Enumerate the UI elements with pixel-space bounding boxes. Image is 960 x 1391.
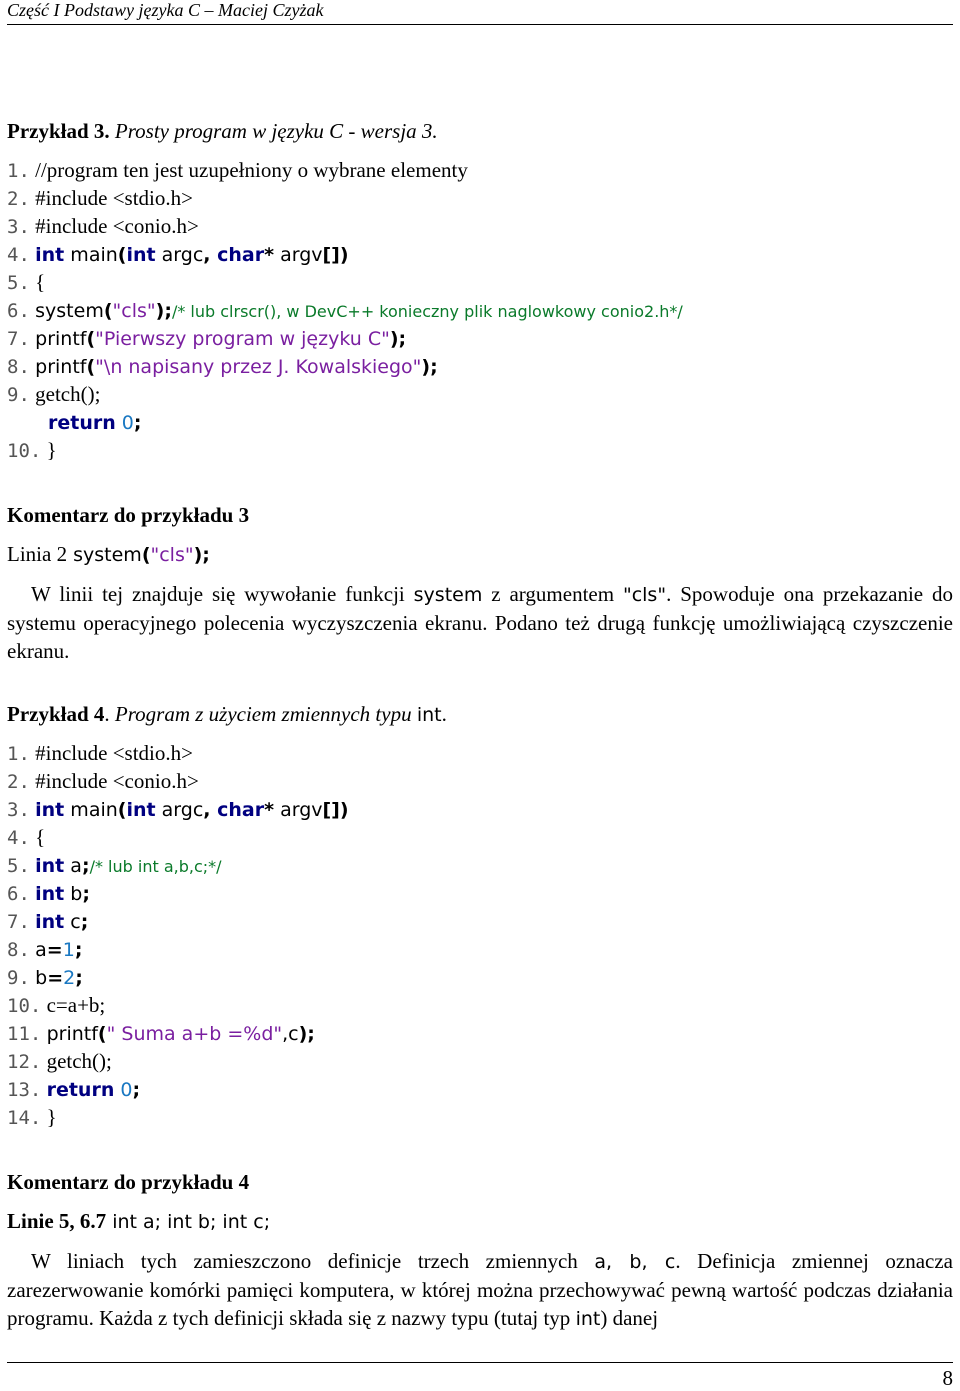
line-number: 14. bbox=[7, 1107, 42, 1129]
punct: = bbox=[47, 967, 64, 989]
line-number: 2. bbox=[7, 771, 30, 793]
code-comment: /* lub clrscr(), w DevC++ konieczny plik naglowkowy conio2.h*/ bbox=[171, 302, 683, 321]
code-text: #include <stdio.h> bbox=[35, 741, 193, 765]
code-line bbox=[7, 380, 100, 408]
commentary3-paragraph bbox=[7, 580, 953, 665]
punct: ( bbox=[97, 1023, 107, 1045]
number-literal: 1 bbox=[62, 939, 75, 961]
example4-title-end: . bbox=[441, 702, 447, 726]
code-text: getch(); bbox=[46, 1049, 112, 1073]
example4-heading bbox=[7, 700, 447, 728]
punct: ); bbox=[193, 544, 210, 566]
code-text: { bbox=[35, 270, 46, 294]
punct: ); bbox=[298, 1023, 315, 1045]
identifier: argv bbox=[274, 799, 323, 821]
inline-code: system bbox=[413, 584, 483, 606]
punct: ); bbox=[421, 356, 438, 378]
identifier: main bbox=[64, 799, 118, 821]
commentary3-line-ref bbox=[7, 540, 210, 568]
punct: ; bbox=[82, 883, 90, 905]
keyword: char bbox=[217, 799, 265, 821]
punct: ; bbox=[80, 911, 89, 933]
code-text: c=a+b; bbox=[46, 993, 106, 1017]
identifier: system bbox=[35, 300, 104, 322]
string-literal: "\n napisany przez J. Kowalskiego" bbox=[95, 356, 422, 378]
identifier: main bbox=[64, 244, 118, 266]
code-line bbox=[7, 268, 45, 296]
para-text: W linii tej znajduje się wywołanie funkcji bbox=[31, 582, 414, 606]
punct: ( bbox=[103, 300, 113, 322]
header-title: Część I Podstawy języka C – Maciej Czyżak bbox=[7, 0, 324, 20]
keyword: int bbox=[35, 855, 65, 877]
identifier: printf bbox=[46, 1023, 98, 1045]
code-line bbox=[7, 907, 88, 935]
identifier: b bbox=[35, 967, 48, 989]
code-line bbox=[7, 823, 45, 851]
punct: ( bbox=[86, 328, 96, 350]
number-literal: 2 bbox=[63, 967, 76, 989]
punct: * bbox=[264, 244, 275, 266]
punct: ( bbox=[86, 356, 96, 378]
punct: ; bbox=[81, 855, 90, 877]
code-line bbox=[7, 240, 349, 268]
identifier: a bbox=[64, 855, 82, 877]
code-text: } bbox=[46, 438, 57, 462]
code-text: #include <stdio.h> bbox=[35, 186, 193, 210]
code-line bbox=[7, 1075, 140, 1103]
keyword: return bbox=[48, 412, 116, 434]
example4-title-code: int bbox=[416, 704, 442, 726]
code-text: { bbox=[35, 825, 46, 849]
identifier: printf bbox=[35, 356, 87, 378]
code-text: getch(); bbox=[35, 382, 101, 406]
line-number: 13. bbox=[7, 1079, 42, 1101]
line-number: 7. bbox=[7, 328, 30, 350]
line-number: 6. bbox=[7, 300, 30, 322]
page-number: 8 bbox=[942, 1366, 953, 1390]
code-text: #include <conio.h> bbox=[35, 769, 199, 793]
code-line bbox=[7, 1019, 315, 1047]
string-literal: " Suma a+b =%d" bbox=[106, 1023, 283, 1045]
commentary4-paragraph bbox=[7, 1247, 953, 1333]
keyword: return bbox=[46, 1079, 115, 1101]
example3-title: Prosty program w języku C - wersja 3. bbox=[114, 119, 438, 143]
footer-rule bbox=[7, 1362, 953, 1363]
line-number: 7. bbox=[7, 911, 30, 933]
code-line bbox=[7, 296, 683, 324]
line-number: 9. bbox=[7, 384, 30, 406]
keyword: int bbox=[126, 799, 156, 821]
keyword: int bbox=[35, 244, 65, 266]
line-ref-label: Linia 2 bbox=[7, 542, 68, 566]
line-number: 12. bbox=[7, 1051, 42, 1073]
code-line bbox=[7, 1047, 112, 1075]
example3-label: Przykład 3. bbox=[7, 119, 110, 143]
commentary4-heading: Komentarz do przykładu 4 bbox=[7, 1170, 250, 1194]
punct: = bbox=[46, 939, 63, 961]
identifier: argc bbox=[155, 799, 204, 821]
line-number: 2. bbox=[7, 188, 30, 210]
para-text: ) danej bbox=[600, 1306, 659, 1330]
line-number: 4. bbox=[7, 827, 30, 849]
identifier: b bbox=[64, 883, 83, 905]
keyword: char bbox=[217, 244, 265, 266]
line-number: 3. bbox=[7, 216, 30, 238]
code-text: //program ten jest uzupełniony o wybrane elementy bbox=[35, 158, 468, 182]
code-line bbox=[7, 212, 199, 240]
code-line bbox=[7, 1103, 57, 1131]
punct: ( bbox=[117, 244, 127, 266]
example4-dot: . bbox=[104, 702, 110, 726]
code-line bbox=[48, 408, 142, 436]
punct: []) bbox=[322, 244, 349, 266]
inline-code: int a; int b; int c; bbox=[106, 1211, 271, 1233]
punct: ); bbox=[155, 300, 172, 322]
code-comment: /* lub int a,b,c;*/ bbox=[89, 857, 222, 876]
code-line bbox=[7, 436, 57, 464]
code-line bbox=[7, 352, 438, 380]
punct: []) bbox=[322, 799, 349, 821]
code-text: } bbox=[46, 1105, 57, 1129]
code-line bbox=[7, 184, 193, 212]
line-number: 4. bbox=[7, 244, 30, 266]
keyword: int bbox=[35, 799, 65, 821]
number-literal: 0 bbox=[114, 1079, 133, 1101]
para-text: z argumentem bbox=[482, 582, 623, 606]
para-text: W liniach tych zamieszczono definicje trzech zmiennych bbox=[31, 1249, 595, 1273]
code-line bbox=[7, 991, 105, 1019]
code-line bbox=[7, 879, 90, 907]
punct: ); bbox=[389, 328, 407, 350]
keyword: int bbox=[35, 911, 65, 933]
punct: ( bbox=[117, 799, 127, 821]
line-number: 5. bbox=[7, 855, 30, 877]
para-text: . Definicja zmiennej oznacza zarezerwowanie komórki pamięci komputera, w której można przechowywać pewną wartość podczas działania programu. Każda z tych definicji składa się z nazwy typu (tutaj typ bbox=[7, 1249, 953, 1330]
line-number: 8. bbox=[7, 356, 30, 378]
line-number: 9. bbox=[7, 967, 30, 989]
commentary4-line-ref bbox=[7, 1207, 270, 1235]
code-text: #include <conio.h> bbox=[35, 214, 199, 238]
line-number: 6. bbox=[7, 883, 30, 905]
punct: ; bbox=[75, 967, 83, 989]
page-header bbox=[7, 0, 953, 25]
identifier: argc bbox=[155, 244, 204, 266]
punct: ; bbox=[132, 1079, 141, 1101]
example4-label: Przykład 4 bbox=[7, 702, 105, 726]
string-literal: "Pierwszy program w języku C" bbox=[95, 328, 390, 350]
code-line bbox=[7, 851, 222, 879]
identifier: a bbox=[35, 939, 47, 961]
example4-title: Program z użyciem zmiennych typu bbox=[109, 702, 417, 726]
inline-code: int bbox=[575, 1308, 601, 1330]
keyword: int bbox=[126, 244, 156, 266]
code-line bbox=[7, 324, 406, 352]
punct: ; bbox=[133, 412, 142, 434]
line-number: 1. bbox=[7, 743, 30, 765]
keyword: int bbox=[35, 883, 65, 905]
inline-code: a, b, c bbox=[594, 1251, 676, 1273]
string-literal: "cls" bbox=[150, 544, 194, 566]
line-number: 1. bbox=[7, 160, 30, 182]
punct: ( bbox=[141, 544, 151, 566]
code-line bbox=[7, 156, 468, 184]
number-literal: 0 bbox=[115, 412, 134, 434]
string-literal: "cls" bbox=[112, 300, 156, 322]
punct: , bbox=[203, 244, 218, 266]
inline-code: "cls" bbox=[622, 584, 667, 606]
example3-heading bbox=[7, 117, 438, 145]
line-number: 8. bbox=[7, 939, 30, 961]
code-line bbox=[7, 963, 83, 991]
para-text: . Spowoduje ona przekazanie do systemu operacyjnego polecenia wyczyszczenia ekranu. Podano też drugą funkcję umożliwiającą czyszczenie ekranu. bbox=[7, 582, 953, 663]
identifier: printf bbox=[35, 328, 87, 350]
code-line bbox=[7, 935, 82, 963]
line-number: 5. bbox=[7, 272, 30, 294]
identifier: c bbox=[64, 911, 81, 933]
code-line bbox=[7, 795, 349, 823]
punct: ; bbox=[74, 939, 83, 961]
identifier: argv bbox=[274, 244, 323, 266]
punct: * bbox=[264, 799, 275, 821]
code-line bbox=[7, 767, 199, 795]
code-line bbox=[7, 739, 193, 767]
line-ref-label: Linie 5, 6.7 bbox=[7, 1209, 107, 1233]
commentary3-heading: Komentarz do przykładu 3 bbox=[7, 503, 250, 527]
line-number: 3. bbox=[7, 799, 30, 821]
line-number: 11. bbox=[7, 1023, 42, 1045]
identifier: ,c bbox=[282, 1023, 299, 1045]
identifier: system bbox=[67, 544, 142, 566]
line-number: 10. bbox=[7, 440, 42, 462]
line-number: 10. bbox=[7, 995, 42, 1017]
punct: , bbox=[203, 799, 218, 821]
